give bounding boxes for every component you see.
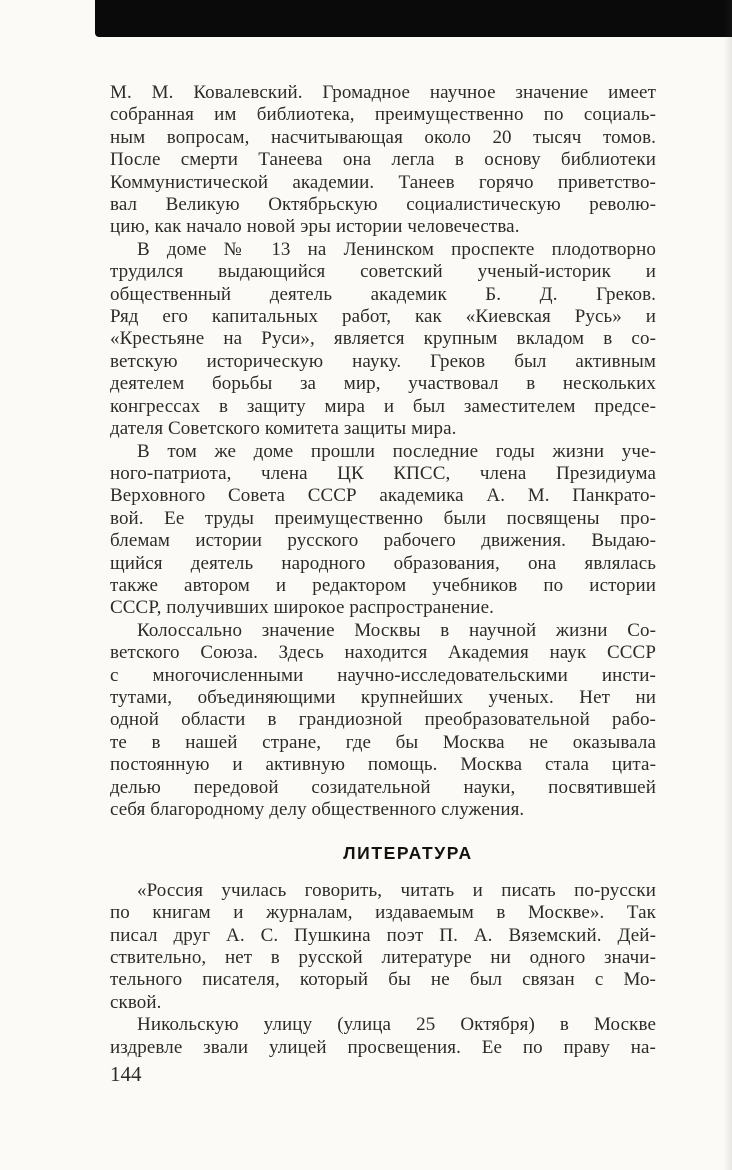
text-line: с многочисленными научно-исследовательскими инсти- — [110, 664, 656, 686]
text-line: блемам истории русского рабочего движения. Выдаю- — [110, 530, 656, 552]
text-line: дателя Советского комитета защиты мира. — [110, 418, 457, 440]
section-heading: ЛИТЕРАТУРА — [343, 843, 473, 864]
text-line: ствительно, нет в русской литературе ни одного значи- — [110, 947, 656, 969]
text-line: конгрессах в защиту мира и был заместителем предсе- — [110, 395, 656, 417]
text-line: общественный деятель академик Б. Д. Греков. — [110, 283, 656, 305]
text-line: деятелем борьбы за мир, участвовал в нескольких — [110, 373, 656, 395]
paragraph — [110, 1014, 656, 1059]
text-line: Верховного Совета СССР академика А. М. Панкрато- — [110, 485, 656, 507]
text-column — [110, 82, 656, 1059]
text-line: постоянную и активную помощь. Москва стала цита- — [110, 754, 656, 776]
text-line: Ряд его капитальных работ, как «Киевская Русь» и — [110, 306, 656, 328]
text-line: по книгам и журналам, издаваемым в Москве». Так — [110, 902, 656, 924]
text-line: писал друг А. С. Пушкина поэт П. А. Вяземский. Дей- — [110, 924, 656, 946]
paragraph — [110, 82, 656, 239]
text-line: трудился выдающийся советский ученый-историк и — [110, 261, 656, 283]
text-line: сквой. — [110, 991, 162, 1013]
paragraph — [110, 880, 656, 1014]
text-line: Никольскую улицу (улица 25 Октября) в Москве — [137, 1014, 656, 1036]
text-line: «Крестьяне на Руси», является крупным вкладом в со- — [110, 328, 656, 350]
text-line: СССР, получивших широкое распространение. — [110, 597, 494, 619]
text-line: Колоссально значение Москвы в научной жизни Со- — [137, 619, 656, 641]
scan-artifact-bar — [95, 0, 732, 37]
text-line: В том же доме прошли последние годы жизни уче- — [137, 440, 656, 462]
text-line: тельного писателя, который бы не был связан с Мо- — [110, 969, 656, 991]
text-line: ным вопросам, насчитывающая около 20 тысяч томов. — [110, 126, 656, 148]
paragraph — [110, 239, 656, 441]
text-line: делью передовой созидательной науки, посвятившей — [110, 776, 656, 798]
text-line: щийся деятель народного образования, она являлась — [110, 552, 656, 574]
text-line: те в нашей стране, где бы Москва не оказывала — [110, 731, 656, 753]
scan-edge-shadow — [724, 0, 732, 1170]
text-line: вой. Ее труды преимущественно были посвящены про- — [110, 507, 656, 529]
text-line: собранная им библиотека, преимущественно по социаль- — [110, 104, 656, 126]
page-number: 144 — [110, 1062, 142, 1086]
text-line: В доме № 13 на Ленинском проспекте плодотворно — [137, 238, 656, 260]
text-line: цию, как начало новой эры истории человечества. — [110, 216, 520, 238]
text-line: издревле звали улицей просвещения. Ее по праву на- — [110, 1036, 656, 1058]
text-line: М. М. Ковалевский. Громадное научное значение имеет — [110, 82, 656, 103]
text-line: себя благородному делу общественного служения. — [110, 799, 525, 820]
text-line: ветского Союза. Здесь находится Академия наук СССР — [110, 642, 656, 664]
paragraph — [110, 620, 656, 822]
text-line: ветскую историческую науку. Греков был активным — [110, 350, 656, 372]
text-line: После смерти Танеева она легла в основу библиотеки — [110, 149, 656, 171]
paragraph — [110, 441, 656, 620]
text-line: тутами, объединяющими крупнейших ученых. Нет ни — [110, 686, 656, 708]
text-line: также автором и редактором учебников по истории — [110, 574, 656, 596]
text-line: Коммунистической академии. Танеев горячо приветство- — [110, 171, 656, 193]
text-line: ного-патриота, члена ЦК КПСС, члена Президиума — [110, 462, 656, 484]
text-line: «Россия училась говорить, читать и писать по-русски — [137, 879, 656, 901]
text-line: одной области в грандиозной преобразовательной рабо- — [110, 709, 656, 731]
text-line: вал Великую Октябрьскую социалистическую револю- — [110, 194, 656, 216]
